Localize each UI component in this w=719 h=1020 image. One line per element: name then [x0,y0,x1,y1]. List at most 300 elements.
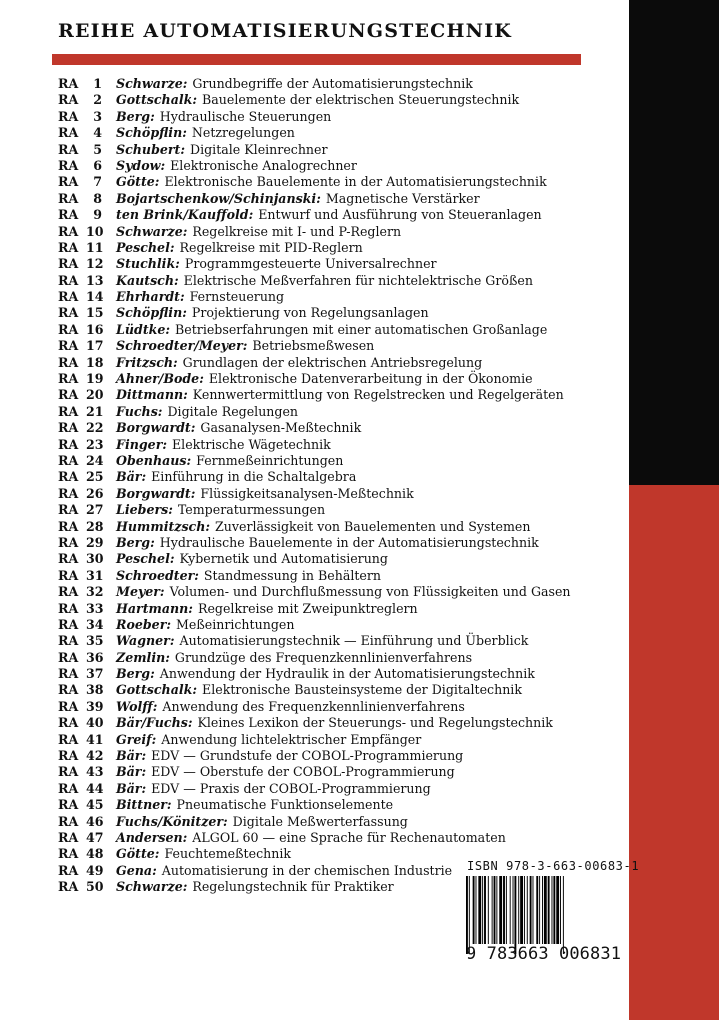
volume-code [58,535,116,551]
volume-title: Elektronische Datenverarbeitung in der Ökonomie [208,371,533,387]
volume-prefix: RA [58,239,79,255]
volume-number: 26 [86,485,104,501]
volume-title: Kybernetik und Automatisierung [179,551,388,567]
volume-title: Feuchtemeßtechnik [164,846,291,862]
list-item [58,453,618,469]
volume-number: 12 [86,256,104,272]
volume-number: 33 [86,600,104,616]
volume-number: 16 [86,321,104,337]
volume-code [58,846,116,862]
volume-prefix: RA [58,289,79,305]
volume-number: 42 [86,748,104,764]
volume-author: Bär/Fuchs: [116,715,193,731]
volume-number: 22 [86,420,104,436]
volume-number: 19 [86,371,104,387]
volume-author: Wagner: [116,633,175,649]
volume-title: Elektrische Meßverfahren für nichtelektrische Größen [183,272,533,288]
volume-prefix: RA [58,452,79,468]
list-item [58,699,618,715]
list-item [58,601,618,617]
volume-title: Elektrische Wägetechnik [171,436,331,452]
barcode-bar [542,876,543,944]
volume-title: ALGOL 60 — eine Sprache für Rechenautomaten [192,829,506,845]
volume-prefix: RA [58,305,79,321]
volume-author: Peschel: [116,239,175,255]
list-item [58,650,618,666]
volume-author: Berg: [116,534,155,550]
volume-author: Berg: [116,666,155,682]
barcode-bar [530,876,532,944]
volume-number: 34 [86,616,104,632]
list-item [58,256,618,272]
volume-prefix: RA [58,436,79,452]
list-item [58,240,618,256]
barcode-bar [503,876,505,944]
header-red-rule [52,54,581,65]
volume-code [58,519,116,535]
black-color-block [629,0,719,485]
volume-code [58,748,116,764]
volume-title: Temperaturmessungen [177,502,326,518]
barcode-bar [473,876,475,944]
barcode-bar [518,876,519,944]
volume-author: Sydow: [116,157,166,173]
volume-prefix: RA [58,616,79,632]
volume-prefix: RA [58,551,79,567]
barcode-bar [539,876,540,944]
volume-prefix: RA [58,764,79,780]
volume-number: 24 [86,452,104,468]
list-item [58,732,618,748]
list-item [58,92,618,108]
volume-prefix: RA [58,518,79,534]
volume-title: Regelungstechnik für Praktiker [192,879,394,895]
list-item [58,387,618,403]
volume-title: Anwendung des Frequenzkennlinienverfahrens [162,698,465,714]
volume-title: Hydraulische Steuerungen [159,108,332,124]
volume-author: Schwarze: [116,879,188,895]
volume-title: Bauelemente der elektrischen Steuerungstechnik [202,92,520,108]
volume-title: Gasanalysen-Meßtechnik [200,420,362,436]
barcode-bar [478,876,481,944]
volume-prefix: RA [58,879,79,895]
volume-prefix: RA [58,190,79,206]
volume-code [58,682,116,698]
volume-number: 14 [86,289,104,305]
barcode-bar [499,876,502,944]
barcode-bar [492,876,493,944]
volume-title: Elektronische Bausteinsysteme der Digitaltechnik [202,682,522,698]
volume-author: ten Brink/Kauffold: [116,207,254,223]
volume-prefix: RA [58,157,79,173]
volume-number: 47 [86,829,104,845]
list-item [58,224,618,240]
volume-title: Elektronische Bauelemente in der Automatisierungstechnik [164,174,547,190]
volume-number: 18 [86,354,104,370]
volume-author: Meyer: [116,584,165,600]
volume-author: Schwarze: [116,223,188,239]
barcode-bar [544,876,547,944]
volume-number: 41 [86,731,104,747]
volume-code [58,601,116,617]
volume-code [58,732,116,748]
volume-prefix: RA [58,829,79,845]
volume-prefix: RA [58,223,79,239]
volume-number: 44 [86,780,104,796]
volume-author: Schöpflin: [116,125,187,141]
volume-number: 40 [86,715,104,731]
volume-prefix: RA [58,846,79,862]
volume-title: EDV — Oberstufe der COBOL-Programmierung [151,764,455,780]
list-item [58,633,618,649]
volume-number: 2 [93,92,102,108]
volume-code [58,551,116,567]
volume-code [58,781,116,797]
list-item [58,666,618,682]
volume-code [58,797,116,813]
list-item [58,273,618,289]
volume-title: Automatisierung in der chemischen Industrie [161,862,453,878]
volume-code [58,338,116,354]
volume-author: Schwarze: [116,76,188,91]
red-color-block [629,485,719,1020]
barcode-bar [488,876,489,944]
volume-author: Gottschalk: [116,92,198,108]
volume-title: Pneumatische Funktionselemente [176,797,394,813]
volume-code [58,863,116,879]
volume-title: Grundzüge des Frequenzkennlinienverfahrens [174,649,473,665]
volume-code [58,355,116,371]
list-item [58,109,618,125]
list-item [58,207,618,223]
volume-title: Betriebsmeßwesen [252,338,375,354]
volume-author: Bär: [116,748,147,764]
volume-number: 49 [86,862,104,878]
volume-code [58,715,116,731]
volume-prefix: RA [58,354,79,370]
volume-title: Flüssigkeitsanalysen-Meßtechnik [200,485,414,501]
volume-number: 45 [86,797,104,813]
list-item [58,715,618,731]
barcode-bar [556,876,559,944]
barcode-bar [484,876,486,944]
volume-prefix: RA [58,748,79,764]
volume-number: 35 [86,633,104,649]
volume-title: Hydraulische Bauelemente in der Automatisierungstechnik [159,534,539,550]
volume-author: Fritzsch: [116,354,178,370]
volume-prefix: RA [58,600,79,616]
volume-number: 1 [93,76,102,91]
volume-title: Fernsteuerung [189,289,285,305]
list-item [58,584,618,600]
volume-code [58,76,116,92]
volume-prefix: RA [58,92,79,108]
barcode-bar [553,876,555,944]
volume-prefix: RA [58,682,79,698]
volume-title: Kleines Lexikon der Steuerungs- und Regelungstechnik [197,715,553,731]
volume-number: 20 [86,387,104,403]
barcode-bar [536,876,538,944]
volume-title: Betriebserfahrungen mit einer automatischen Großanlage [175,321,548,337]
volume-author: Ahner/Bode: [116,371,204,387]
volume-code [58,240,116,256]
list-item [58,420,618,436]
volume-code [58,666,116,682]
volume-author: Roeber: [116,616,171,632]
volume-code [58,207,116,223]
volume-prefix: RA [58,338,79,354]
volume-title: Anwendung lichtelektrischer Empfänger [161,731,422,747]
list-item [58,355,618,371]
volume-code [58,158,116,174]
volume-prefix: RA [58,371,79,387]
list-item [58,764,618,780]
volume-title: Netzregelungen [191,125,295,141]
volume-author: Götte: [116,846,160,862]
volume-code [58,469,116,485]
barcode-bar [494,876,496,944]
isbn-label: ISBN 978-3-663-00683-1 [467,859,640,873]
volume-title: Grundlagen der elektrischen Antriebsregelung [182,354,483,370]
barcode-bar [520,876,523,944]
volume-code [58,633,116,649]
volume-prefix: RA [58,420,79,436]
volume-prefix: RA [58,534,79,550]
list-item [58,437,618,453]
volume-prefix: RA [58,108,79,124]
list-item [58,158,618,174]
volume-code [58,699,116,715]
volume-number: 36 [86,649,104,665]
volume-author: Schubert: [116,141,185,157]
volume-code [58,305,116,321]
volume-number: 15 [86,305,104,321]
volume-code [58,174,116,190]
list-item [58,535,618,551]
volume-author: Zemlin: [116,649,170,665]
volume-number: 31 [86,567,104,583]
volume-code [58,584,116,600]
volume-title: Regelkreise mit Zweipunktreglern [197,600,418,616]
volume-prefix: RA [58,862,79,878]
volume-author: Gena: [116,862,157,878]
volume-author: Wolff: [116,698,158,714]
barcode-bar [513,876,514,944]
volume-code [58,502,116,518]
volume-title: Kennwertermittlung von Regelstrecken und Regelgeräten [192,387,564,403]
volume-code [58,142,116,158]
volume-author: Schroedter/Meyer: [116,338,248,354]
list-item [58,338,618,354]
volume-author: Bittner: [116,797,172,813]
list-item [58,781,618,797]
volume-number: 43 [86,764,104,780]
list-item [58,797,618,813]
volume-number: 21 [86,403,104,419]
volume-code [58,289,116,305]
volume-code [58,191,116,207]
volume-code [58,453,116,469]
volume-prefix: RA [58,321,79,337]
list-item [58,502,618,518]
volume-number: 30 [86,551,104,567]
volume-code [58,814,116,830]
volume-title: Magnetische Verstärker [325,190,480,206]
volume-author: Dittmann: [116,387,188,403]
barcode-bar [469,876,470,954]
volume-number: 46 [86,813,104,829]
list-item [58,191,618,207]
volume-code [58,650,116,666]
volume-prefix: RA [58,813,79,829]
volume-code [58,92,116,108]
volume-author: Finger: [116,436,167,452]
volume-number: 6 [93,157,102,173]
volume-prefix: RA [58,731,79,747]
volume-number: 23 [86,436,104,452]
barcode-bar [548,876,550,944]
volume-title: Anwendung der Hydraulik in der Automatisierungstechnik [159,666,535,682]
volume-prefix: RA [58,141,79,157]
volume-code [58,273,116,289]
volume-title: Automatisierungstechnik — Einführung und Überblick [179,633,529,649]
barcode-bar [563,876,564,954]
volume-prefix: RA [58,207,79,223]
volume-author: Ehrhardt: [116,289,185,305]
volume-code [58,879,116,895]
volume-title: Digitale Regelungen [167,403,299,419]
volume-prefix: RA [58,715,79,731]
volume-number: 4 [93,125,102,141]
volume-author: Liebers: [116,502,173,518]
volume-number: 29 [86,534,104,550]
barcode-bar [506,876,507,944]
volume-author: Berg: [116,108,155,124]
volume-number: 13 [86,272,104,288]
volume-code [58,437,116,453]
volume-prefix: RA [58,797,79,813]
volume-author: Götte: [116,174,160,190]
volume-number: 48 [86,846,104,862]
list-item [58,486,618,502]
list-item [58,469,618,485]
barcode-bar [524,876,525,944]
volume-author: Kautsch: [116,272,179,288]
volume-title: Digitale Kleinrechner [190,141,328,157]
volume-prefix: RA [58,76,79,91]
volume-author: Borgwardt: [116,420,196,436]
volume-number: 10 [86,223,104,239]
volume-number: 28 [86,518,104,534]
volume-prefix: RA [58,387,79,403]
barcode-bar [514,876,516,954]
volume-code [58,617,116,633]
list-item [58,830,618,846]
barcode-number: 9 783663 006831 [466,944,622,964]
volume-author: Bär: [116,764,147,780]
volume-prefix: RA [58,485,79,501]
list-item [58,748,618,764]
volume-code [58,125,116,141]
volume-author: Borgwardt: [116,485,196,501]
volume-author: Bär: [116,780,147,796]
volume-code [58,420,116,436]
volume-title: Grundbegriffe der Automatisierungstechnik [192,76,473,91]
volume-prefix: RA [58,272,79,288]
volume-number: 37 [86,666,104,682]
volume-code [58,109,116,125]
list-item [58,125,618,141]
volume-number: 32 [86,584,104,600]
volume-code [58,568,116,584]
list-item [58,551,618,567]
volume-author: Bojartschenkow/Schinjanski: [116,190,321,206]
volume-author: Fuchs/Könitzer: [116,813,228,829]
volume-number: 9 [93,207,102,223]
volume-author: Lüdtke: [116,321,171,337]
volume-title: Fernmeßeinrichtungen [196,452,344,468]
list-item [58,174,618,190]
volume-title: Projektierung von Regelungsanlagen [191,305,429,321]
barcode-bar [482,876,483,944]
volume-prefix: RA [58,633,79,649]
volume-title: Volumen- und Durchflußmessung von Flüssigkeiten und Gasen [169,584,571,600]
volume-title: Regelkreise mit I- und P-Reglern [192,223,402,239]
volume-author: Hummitzsch: [116,518,211,534]
barcode-bar [552,876,553,944]
volume-code [58,764,116,780]
volume-title: Programmgesteuerte Universalrechner [184,256,437,272]
volume-title: Einführung in die Schaltalgebra [151,469,357,485]
volume-title: EDV — Grundstufe der COBOL-Programmierung [151,748,464,764]
volume-prefix: RA [58,403,79,419]
barcode-bar [466,876,468,954]
volume-number: 50 [86,879,104,895]
volume-author: Bär: [116,469,147,485]
volume-code [58,404,116,420]
volume-title: Standmessung in Behältern [203,567,382,583]
list-item [58,814,618,830]
barcode-bar [527,876,528,944]
volume-prefix: RA [58,780,79,796]
volume-number: 39 [86,698,104,714]
list-item [58,371,618,387]
volume-code [58,256,116,272]
volume-author: Andersen: [116,829,188,845]
volume-author: Fuchs: [116,403,163,419]
list-item [58,617,618,633]
volume-number: 27 [86,502,104,518]
volume-prefix: RA [58,469,79,485]
volume-list [58,76,618,896]
volume-author: Peschel: [116,551,175,567]
volume-number: 25 [86,469,104,485]
list-item [58,682,618,698]
volume-number: 38 [86,682,104,698]
volume-author: Obenhaus: [116,452,192,468]
volume-number: 8 [93,190,102,206]
volume-prefix: RA [58,502,79,518]
list-item [58,289,618,305]
volume-author: Greif: [116,731,157,747]
volume-number: 7 [93,174,102,190]
volume-number: 5 [93,141,102,157]
volume-prefix: RA [58,256,79,272]
list-item [58,305,618,321]
barcode-bar [496,876,497,944]
volume-author: Gottschalk: [116,682,198,698]
barcode-bar [476,876,477,944]
